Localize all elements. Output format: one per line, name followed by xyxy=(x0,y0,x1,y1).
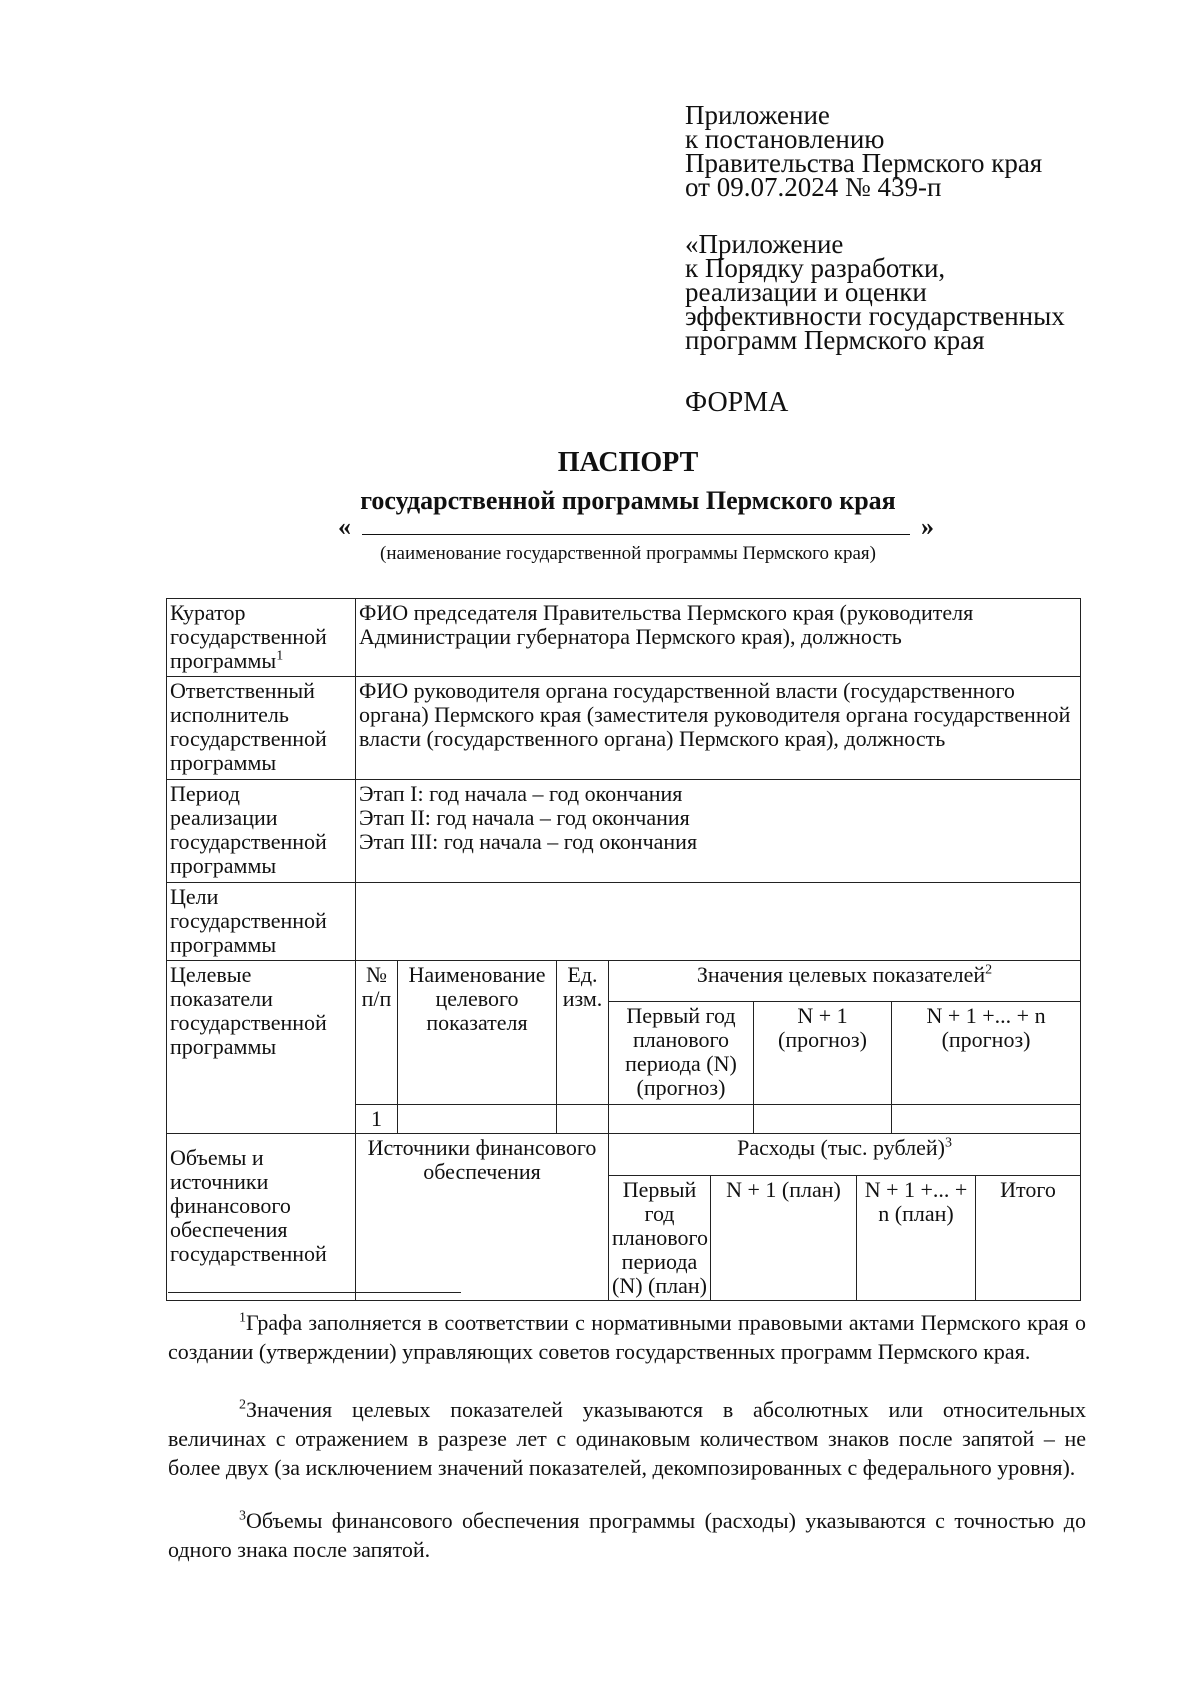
footnote-separator xyxy=(168,1292,461,1293)
goals-row xyxy=(167,883,1081,961)
appendix-line: к постановлению xyxy=(685,124,885,154)
period-value xyxy=(356,780,1081,883)
footnote-ref-3: 3 xyxy=(944,1135,952,1151)
col-unit: Ед. изм. xyxy=(557,961,609,1105)
col-first-year-plan: Первый год планового периода (N) (план) xyxy=(609,1176,711,1301)
appendix-line: «Приложение xyxy=(685,229,844,259)
footnote-1 xyxy=(168,1308,1086,1366)
name-underline xyxy=(362,534,910,535)
footnote-text: Значения целевых показателей указываются в абсолютных или относительных величинах с отражением в разрезе лет с одинаковым количеством знаков после запятой – не более двух (за исключением значений показателей, декомпозированных с федерального уровня). xyxy=(168,1397,1086,1480)
footnote-number: 2 xyxy=(239,1397,246,1413)
curator-label: Куратор государственной программы xyxy=(170,600,327,673)
col-total: Итого xyxy=(976,1176,1081,1301)
curator-value: ФИО председателя Правительства Пермского края (руководителя Администрации губернатора Пермского края), должность xyxy=(356,599,1081,677)
col-indicator-name: Наименование целевого показателя xyxy=(398,961,557,1105)
appendix-line: программ Пермского края xyxy=(685,325,985,355)
stage-1: Этап I: год начала – год окончания xyxy=(359,781,683,806)
indicators-header-row xyxy=(167,961,1081,1002)
form-label: ФОРМА xyxy=(685,387,789,418)
finance-header-row xyxy=(167,1134,1081,1176)
footnote-ref-1: 1 xyxy=(276,648,284,664)
goals-value xyxy=(356,883,1081,961)
program-name-blank xyxy=(338,512,934,541)
document-title: ПАСПОРТ xyxy=(557,447,699,478)
quote-close: » xyxy=(921,512,934,541)
appendix-header xyxy=(685,100,1043,202)
expenses-header-cell xyxy=(609,1134,1081,1176)
appendix-line: от 09.07.2024 № 439-п xyxy=(685,172,942,202)
executor-value: ФИО руководителя органа государственной власти (государственного органа) Пермского края (заместителя руководителя органа государственной власти (государственного органа) Пермского края), должность xyxy=(356,677,1081,780)
procedure-appendix-header xyxy=(685,229,1065,355)
name-caption: (наименование государственной программы Пермского края) xyxy=(380,543,876,564)
footnote-number: 3 xyxy=(239,1508,246,1524)
period-row xyxy=(167,780,1081,883)
document-subtitle: государственной программы Пермского края xyxy=(360,486,896,515)
col-first-year-forecast: Первый год планового периода (N) (прогноз) xyxy=(609,1002,754,1105)
indicator-values-header-cell xyxy=(609,961,1081,1002)
executor-label: Ответственный исполнитель государственной программы xyxy=(167,677,356,780)
appendix-line: эффективности государственных xyxy=(685,301,1065,331)
col-n1-plan: N + 1 (план) xyxy=(711,1176,857,1301)
footnote-2 xyxy=(168,1395,1086,1482)
executor-row xyxy=(167,677,1081,780)
goals-label: Цели государственной программы xyxy=(167,883,356,961)
footnote-3 xyxy=(168,1506,1086,1564)
indicator-n1-cell xyxy=(754,1105,892,1134)
appendix-line: к Порядку разработки, xyxy=(685,253,946,283)
indicator-values-header: Значения целевых показателей xyxy=(696,962,986,987)
indicator-first-year-cell xyxy=(609,1105,754,1134)
passport-table xyxy=(166,598,1081,1301)
expenses-header: Расходы (тыс. рублей) xyxy=(737,1135,945,1160)
footnote-text: Графа заполняется в соответствии с нормативными правовыми актами Пермского края о создании (утверждении) управляющих советов государственных программ Пермского края. xyxy=(168,1310,1086,1364)
col-number: № п/п xyxy=(356,961,398,1105)
footnote-ref-2: 2 xyxy=(985,962,993,978)
col-nn-forecast: N + 1 +... + n (прогноз) xyxy=(892,1002,1081,1105)
indicator-name-cell xyxy=(398,1105,557,1134)
quote-open: « xyxy=(338,512,351,541)
curator-row xyxy=(167,599,1081,677)
row-number: 1 xyxy=(356,1105,398,1134)
stage-3: Этап III: год начала – год окончания xyxy=(359,829,698,854)
indicators-label: Целевые показатели государственной программы xyxy=(167,961,356,1134)
col-finance-source: Источники финансового обеспечения xyxy=(356,1134,609,1301)
period-label: Период реализации государственной программы xyxy=(167,780,356,883)
appendix-line: Правительства Пермского края xyxy=(685,148,1043,178)
finance-label: Объемы и источники финансового обеспечения государственной xyxy=(167,1134,356,1301)
indicator-nn-cell xyxy=(892,1105,1081,1134)
footnote-text: Объемы финансового обеспечения программы (расходы) указываются с точностью до одного знака после запятой. xyxy=(168,1508,1086,1562)
indicator-unit-cell xyxy=(557,1105,609,1134)
stage-2: Этап II: год начала – год окончания xyxy=(359,805,690,830)
appendix-line: Приложение xyxy=(685,100,830,130)
footnote-number: 1 xyxy=(239,1310,246,1326)
col-nn-plan: N + 1 +... + n (план) xyxy=(857,1176,976,1301)
col-n1-forecast: N + 1 (прогноз) xyxy=(754,1002,892,1105)
curator-label-cell xyxy=(167,599,356,677)
appendix-line: реализации и оценки xyxy=(685,277,927,307)
